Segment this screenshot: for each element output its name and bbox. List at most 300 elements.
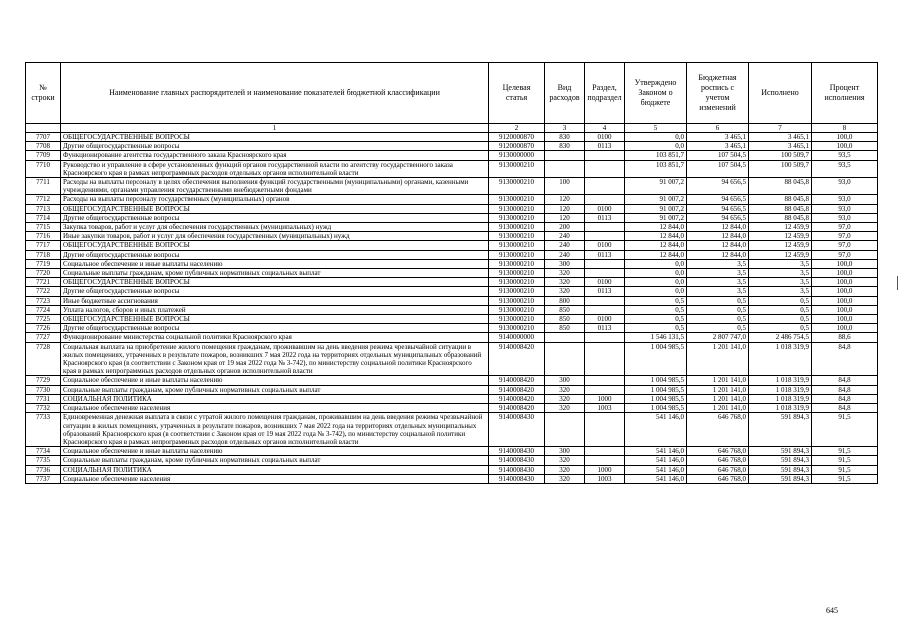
table-row xyxy=(26,195,878,204)
expense-type xyxy=(545,160,585,177)
row-name: Другие общегосударственные вопросы xyxy=(61,324,489,333)
column-number: 1 xyxy=(61,124,489,133)
expense-type: 850 xyxy=(545,324,585,333)
executed-amount: 3,5 xyxy=(749,278,812,287)
executed-amount: 591 894,3 xyxy=(749,447,812,456)
table-row xyxy=(26,269,878,278)
expense-type: 240 xyxy=(545,250,585,259)
section-code xyxy=(585,447,625,456)
section-code xyxy=(585,178,625,195)
expense-type xyxy=(545,333,585,342)
section-code: 1000 xyxy=(585,465,625,474)
execution-percent: 93,5 xyxy=(812,160,878,177)
scan-edge-mark xyxy=(897,276,898,290)
table-row xyxy=(26,465,878,474)
header-row xyxy=(26,63,878,124)
row-number: 7709 xyxy=(26,151,61,160)
row-number: 7708 xyxy=(26,142,61,151)
column-number-row xyxy=(26,124,878,133)
executed-amount: 100 509,7 xyxy=(749,151,812,160)
planned-amount: 94 656,5 xyxy=(687,195,749,204)
row-number: 7715 xyxy=(26,223,61,232)
row-name: ОБЩЕГОСУДАРСТВЕННЫЕ ВОПРОСЫ xyxy=(61,241,489,250)
expense-type: 320 xyxy=(545,404,585,413)
row-number: 7714 xyxy=(26,213,61,222)
section-code xyxy=(585,456,625,465)
executed-amount: 3,5 xyxy=(749,259,812,268)
executed-amount: 0,5 xyxy=(749,324,812,333)
row-number: 7725 xyxy=(26,315,61,324)
approved-amount: 1 004 985,5 xyxy=(625,342,687,376)
section-code xyxy=(585,296,625,305)
section-code xyxy=(585,195,625,204)
row-number: 7712 xyxy=(26,195,61,204)
execution-percent: 100,0 xyxy=(812,142,878,151)
expense-type: 850 xyxy=(545,305,585,314)
target-article: 9130000210 xyxy=(489,296,545,305)
planned-amount: 107 504,5 xyxy=(687,160,749,177)
expense-type: 320 xyxy=(545,287,585,296)
section-code: 0113 xyxy=(585,287,625,296)
planned-amount: 94 656,5 xyxy=(687,213,749,222)
executed-amount: 12 459,9 xyxy=(749,232,812,241)
row-number: 7721 xyxy=(26,278,61,287)
executed-amount: 591 894,3 xyxy=(749,413,812,447)
executed-amount: 591 894,3 xyxy=(749,456,812,465)
row-number: 7711 xyxy=(26,178,61,195)
expense-type: 320 xyxy=(545,385,585,394)
executed-amount: 88 045,8 xyxy=(749,213,812,222)
approved-amount: 541 146,0 xyxy=(625,474,687,483)
execution-percent: 100,0 xyxy=(812,269,878,278)
row-name: Социальные выплаты гражданам, кроме публичных нормативных социальных выплат xyxy=(61,385,489,394)
header-section: Раздел, подраздел xyxy=(585,63,625,124)
table-row xyxy=(26,259,878,268)
planned-amount: 1 201 141,0 xyxy=(687,385,749,394)
expense-type: 320 xyxy=(545,456,585,465)
executed-amount: 0,5 xyxy=(749,315,812,324)
execution-percent: 93,0 xyxy=(812,204,878,213)
row-number: 7718 xyxy=(26,250,61,259)
row-name: ОБЩЕГОСУДАРСТВЕННЫЕ ВОПРОСЫ xyxy=(61,278,489,287)
row-name: ОБЩЕГОСУДАРСТВЕННЫЕ ВОПРОСЫ xyxy=(61,315,489,324)
table-row xyxy=(26,404,878,413)
row-name: Социальное обеспечение населения xyxy=(61,404,489,413)
target-article: 9120000870 xyxy=(489,142,545,151)
row-number: 7730 xyxy=(26,385,61,394)
row-name: СОЦИАЛЬНАЯ ПОЛИТИКА xyxy=(61,394,489,403)
row-name: Социальные выплаты гражданам, кроме публичных нормативных социальных выплат xyxy=(61,269,489,278)
execution-percent: 84,8 xyxy=(812,404,878,413)
planned-amount: 646 768,0 xyxy=(687,413,749,447)
approved-amount: 12 844,0 xyxy=(625,232,687,241)
header-planned: Бюджетная роспись с учетом изменений xyxy=(687,63,749,124)
target-article: 9140008420 xyxy=(489,394,545,403)
column-number-empty xyxy=(26,124,61,133)
column-number: 3 xyxy=(545,124,585,133)
row-name: Другие общегосударственные вопросы xyxy=(61,250,489,259)
execution-percent: 88,6 xyxy=(812,333,878,342)
header-percent: Процент исполнения xyxy=(812,63,878,124)
executed-amount: 3,5 xyxy=(749,269,812,278)
table-row xyxy=(26,213,878,222)
executed-amount: 0,5 xyxy=(749,305,812,314)
executed-amount: 3 465,1 xyxy=(749,133,812,142)
target-article: 9130000210 xyxy=(489,223,545,232)
approved-amount: 0,5 xyxy=(625,305,687,314)
approved-amount: 0,0 xyxy=(625,269,687,278)
expense-type: 320 xyxy=(545,465,585,474)
table-row xyxy=(26,250,878,259)
execution-percent: 84,8 xyxy=(812,376,878,385)
table-row xyxy=(26,160,878,177)
section-code xyxy=(585,342,625,376)
planned-amount: 94 656,5 xyxy=(687,178,749,195)
column-number: 5 xyxy=(625,124,687,133)
target-article: 9140008420 xyxy=(489,376,545,385)
section-code: 0100 xyxy=(585,241,625,250)
header-row-number: № строки xyxy=(26,63,61,124)
execution-percent: 100,0 xyxy=(812,324,878,333)
planned-amount: 3,5 xyxy=(687,278,749,287)
executed-amount: 100 509,7 xyxy=(749,160,812,177)
row-number: 7710 xyxy=(26,160,61,177)
expense-type: 120 xyxy=(545,213,585,222)
executed-amount: 1 018 319,9 xyxy=(749,376,812,385)
approved-amount: 91 007,2 xyxy=(625,204,687,213)
approved-amount: 91 007,2 xyxy=(625,178,687,195)
table-row xyxy=(26,456,878,465)
target-article: 9140000000 xyxy=(489,333,545,342)
row-name: Иные закупки товаров, работ и услуг для обеспечения государственных (муниципальных) нужд xyxy=(61,232,489,241)
row-name: Единовременная денежная выплата в связи с утратой жилого помещения гражданам, проживавшим на день введения режима чрезвычайной ситуации в жилых помещениях, утраченных в результате пожаров, возникших 7 мая 2022 года на территориях отдельных муниципальных образований Красноярского края (в соответствии с Законом края от 19 мая 2022 года № 3-742), по министерству социальной политики Красноярского края в рамках непрограммных расходов отдельных органов исполнительной власти xyxy=(61,413,489,447)
approved-amount: 0,5 xyxy=(625,324,687,333)
row-name: Другие общегосударственные вопросы xyxy=(61,213,489,222)
executed-amount: 1 018 319,9 xyxy=(749,404,812,413)
execution-percent: 100,0 xyxy=(812,287,878,296)
table-row xyxy=(26,305,878,314)
planned-amount: 107 504,5 xyxy=(687,151,749,160)
row-name: Руководство и управление в сфере установленных функций органов государственной власти по агентству государственного заказа Красноярского края в рамках непрограммных расходов отдельных органов исполнительной власти xyxy=(61,160,489,177)
table-row xyxy=(26,178,878,195)
column-number: 7 xyxy=(749,124,812,133)
approved-amount: 91 007,2 xyxy=(625,213,687,222)
executed-amount: 12 459,9 xyxy=(749,250,812,259)
target-article: 9130000210 xyxy=(489,259,545,268)
table-row xyxy=(26,223,878,232)
section-code xyxy=(585,385,625,394)
approved-amount: 1 004 985,5 xyxy=(625,376,687,385)
row-number: 7737 xyxy=(26,474,61,483)
row-number: 7723 xyxy=(26,296,61,305)
section-code: 0113 xyxy=(585,250,625,259)
approved-amount: 0,0 xyxy=(625,133,687,142)
header-name: Наименование главных распорядителей и наименование показателей бюджетной классификации xyxy=(61,63,489,124)
executed-amount: 3 465,1 xyxy=(749,142,812,151)
approved-amount: 12 844,0 xyxy=(625,223,687,232)
planned-amount: 12 844,0 xyxy=(687,241,749,250)
row-number: 7732 xyxy=(26,404,61,413)
planned-amount: 3,5 xyxy=(687,287,749,296)
execution-percent: 91,5 xyxy=(812,465,878,474)
planned-amount: 646 768,0 xyxy=(687,447,749,456)
section-code: 0113 xyxy=(585,324,625,333)
section-code xyxy=(585,305,625,314)
executed-amount: 88 045,8 xyxy=(749,204,812,213)
approved-amount: 1 004 985,5 xyxy=(625,394,687,403)
execution-percent: 93,0 xyxy=(812,195,878,204)
section-code xyxy=(585,151,625,160)
row-number: 7707 xyxy=(26,133,61,142)
planned-amount: 646 768,0 xyxy=(687,456,749,465)
row-name: Социальное обеспечение и иные выплаты населению xyxy=(61,259,489,268)
expense-type: 800 xyxy=(545,296,585,305)
table-row xyxy=(26,474,878,483)
executed-amount: 3,5 xyxy=(749,287,812,296)
target-article: 9130000210 xyxy=(489,250,545,259)
planned-amount: 12 844,0 xyxy=(687,232,749,241)
row-number: 7713 xyxy=(26,204,61,213)
header-approved: Утверждено Законом о бюджете xyxy=(625,63,687,124)
planned-amount: 0,5 xyxy=(687,296,749,305)
execution-percent: 100,0 xyxy=(812,315,878,324)
target-article: 9140008430 xyxy=(489,447,545,456)
executed-amount: 1 018 319,9 xyxy=(749,394,812,403)
table-body xyxy=(26,133,878,484)
target-article: 9130000210 xyxy=(489,195,545,204)
expense-type: 830 xyxy=(545,142,585,151)
row-name: Социальное обеспечение и иные выплаты населению xyxy=(61,376,489,385)
target-article: 9130000210 xyxy=(489,213,545,222)
planned-amount: 646 768,0 xyxy=(687,474,749,483)
approved-amount: 0,0 xyxy=(625,142,687,151)
row-name: Социальные выплаты гражданам, кроме публичных нормативных социальных выплат xyxy=(61,456,489,465)
approved-amount: 541 146,0 xyxy=(625,447,687,456)
execution-percent: 93,5 xyxy=(812,151,878,160)
header-target-article: Целевая статья xyxy=(489,63,545,124)
target-article: 9140008430 xyxy=(489,474,545,483)
target-article: 9130000210 xyxy=(489,241,545,250)
row-number: 7733 xyxy=(26,413,61,447)
approved-amount: 0,0 xyxy=(625,259,687,268)
table-row xyxy=(26,241,878,250)
row-name: Расходы на выплаты персоналу в целях обеспечения выполнения функций государственными (муниципальными) органами, казенными учреждениями, органами управления государственными внебюджетными фондами xyxy=(61,178,489,195)
expense-type: 830 xyxy=(545,133,585,142)
row-name: Функционирование министерства социальной политики Красноярского края xyxy=(61,333,489,342)
expense-type xyxy=(545,413,585,447)
planned-amount: 1 201 141,0 xyxy=(687,376,749,385)
execution-percent: 97,0 xyxy=(812,241,878,250)
expense-type: 240 xyxy=(545,241,585,250)
table-row xyxy=(26,133,878,142)
table-row xyxy=(26,296,878,305)
table-row xyxy=(26,278,878,287)
column-number: 6 xyxy=(687,124,749,133)
approved-amount: 103 851,7 xyxy=(625,151,687,160)
header-expense-type: Вид расходов xyxy=(545,63,585,124)
section-code xyxy=(585,376,625,385)
section-code xyxy=(585,413,625,447)
approved-amount: 1 546 131,5 xyxy=(625,333,687,342)
execution-percent: 93,0 xyxy=(812,178,878,195)
row-name: Другие общегосударственные вопросы xyxy=(61,287,489,296)
executed-amount: 1 018 319,9 xyxy=(749,342,812,376)
target-article: 9130000210 xyxy=(489,278,545,287)
row-name: Расходы на выплаты персоналу государственных (муниципальных) органов xyxy=(61,195,489,204)
target-article: 9140008420 xyxy=(489,385,545,394)
row-number: 7719 xyxy=(26,259,61,268)
row-name: Иные бюджетные ассигнования xyxy=(61,296,489,305)
execution-percent: 97,0 xyxy=(812,232,878,241)
execution-percent: 100,0 xyxy=(812,305,878,314)
section-code: 1003 xyxy=(585,404,625,413)
expense-type: 850 xyxy=(545,315,585,324)
row-name: ОБЩЕГОСУДАРСТВЕННЫЕ ВОПРОСЫ xyxy=(61,204,489,213)
target-article: 9130000210 xyxy=(489,232,545,241)
execution-percent: 91,5 xyxy=(812,413,878,447)
table-row xyxy=(26,204,878,213)
target-article: 9130000210 xyxy=(489,269,545,278)
expense-type: 320 xyxy=(545,474,585,483)
column-number: 2 xyxy=(489,124,545,133)
approved-amount: 0,5 xyxy=(625,296,687,305)
section-code: 0100 xyxy=(585,315,625,324)
section-code: 1000 xyxy=(585,394,625,403)
page-number: 645 xyxy=(826,606,838,615)
approved-amount: 0,0 xyxy=(625,278,687,287)
expense-type xyxy=(545,151,585,160)
row-number: 7735 xyxy=(26,456,61,465)
expense-type: 320 xyxy=(545,278,585,287)
row-number: 7734 xyxy=(26,447,61,456)
planned-amount: 2 807 747,0 xyxy=(687,333,749,342)
row-number: 7728 xyxy=(26,342,61,376)
table-row xyxy=(26,342,878,376)
target-article: 9130000210 xyxy=(489,178,545,195)
target-article: 9130000210 xyxy=(489,160,545,177)
executed-amount: 0,5 xyxy=(749,296,812,305)
executed-amount: 1 018 319,9 xyxy=(749,385,812,394)
section-code xyxy=(585,269,625,278)
column-number: 8 xyxy=(812,124,878,133)
execution-percent: 100,0 xyxy=(812,278,878,287)
planned-amount: 1 201 141,0 xyxy=(687,394,749,403)
execution-percent: 91,5 xyxy=(812,447,878,456)
table-row xyxy=(26,333,878,342)
row-number: 7731 xyxy=(26,394,61,403)
planned-amount: 0,5 xyxy=(687,324,749,333)
planned-amount: 0,5 xyxy=(687,305,749,314)
table-row xyxy=(26,413,878,447)
target-article: 9120000870 xyxy=(489,133,545,142)
execution-percent: 84,8 xyxy=(812,394,878,403)
execution-percent: 84,8 xyxy=(812,342,878,376)
expense-type: 100 xyxy=(545,178,585,195)
expense-type: 120 xyxy=(545,195,585,204)
target-article: 9140008420 xyxy=(489,342,545,376)
row-name: Социальное обеспечение и иные выплаты населению xyxy=(61,447,489,456)
table-row xyxy=(26,315,878,324)
section-code: 0100 xyxy=(585,278,625,287)
execution-percent: 100,0 xyxy=(812,133,878,142)
planned-amount: 1 201 141,0 xyxy=(687,404,749,413)
planned-amount: 3 465,1 xyxy=(687,142,749,151)
execution-percent: 97,0 xyxy=(812,250,878,259)
planned-amount: 3 465,1 xyxy=(687,133,749,142)
header-executed: Исполнено xyxy=(749,63,812,124)
target-article: 9130000210 xyxy=(489,204,545,213)
target-article: 9140008430 xyxy=(489,465,545,474)
execution-percent: 91,5 xyxy=(812,474,878,483)
target-article: 9130000210 xyxy=(489,287,545,296)
target-article: 9130000210 xyxy=(489,305,545,314)
execution-percent: 91,5 xyxy=(812,456,878,465)
row-name: ОБЩЕГОСУДАРСТВЕННЫЕ ВОПРОСЫ xyxy=(61,133,489,142)
row-number: 7726 xyxy=(26,324,61,333)
approved-amount: 1 004 985,5 xyxy=(625,385,687,394)
execution-percent: 100,0 xyxy=(812,296,878,305)
expense-type: 300 xyxy=(545,376,585,385)
budget-report-page xyxy=(25,62,877,484)
row-name: СОЦИАЛЬНАЯ ПОЛИТИКА xyxy=(61,465,489,474)
table-row xyxy=(26,142,878,151)
expense-type: 240 xyxy=(545,232,585,241)
section-code: 0113 xyxy=(585,213,625,222)
target-article: 9140008420 xyxy=(489,404,545,413)
approved-amount: 541 146,0 xyxy=(625,456,687,465)
expense-type: 320 xyxy=(545,269,585,278)
section-code: 0100 xyxy=(585,204,625,213)
executed-amount: 591 894,3 xyxy=(749,465,812,474)
execution-percent: 84,8 xyxy=(812,385,878,394)
budget-execution-table xyxy=(25,62,878,484)
approved-amount: 541 146,0 xyxy=(625,465,687,474)
planned-amount: 12 844,0 xyxy=(687,223,749,232)
executed-amount: 12 459,9 xyxy=(749,223,812,232)
expense-type: 120 xyxy=(545,204,585,213)
planned-amount: 3,5 xyxy=(687,269,749,278)
approved-amount: 0,5 xyxy=(625,315,687,324)
execution-percent: 97,0 xyxy=(812,223,878,232)
approved-amount: 0,0 xyxy=(625,287,687,296)
planned-amount: 1 201 141,0 xyxy=(687,342,749,376)
row-name: Закупка товаров, работ и услуг для обеспечения государственных (муниципальных) нужд xyxy=(61,223,489,232)
table-row xyxy=(26,287,878,296)
expense-type: 300 xyxy=(545,259,585,268)
row-number: 7727 xyxy=(26,333,61,342)
table-row xyxy=(26,394,878,403)
row-name: Уплата налогов, сборов и иных платежей xyxy=(61,305,489,314)
planned-amount: 3,5 xyxy=(687,259,749,268)
section-code xyxy=(585,232,625,241)
section-code: 1003 xyxy=(585,474,625,483)
table-row xyxy=(26,376,878,385)
execution-percent: 93,0 xyxy=(812,213,878,222)
section-code xyxy=(585,333,625,342)
planned-amount: 94 656,5 xyxy=(687,204,749,213)
table-row xyxy=(26,447,878,456)
approved-amount: 103 851,7 xyxy=(625,160,687,177)
row-number: 7720 xyxy=(26,269,61,278)
table-row xyxy=(26,385,878,394)
planned-amount: 12 844,0 xyxy=(687,250,749,259)
row-name: Другие общегосударственные вопросы xyxy=(61,142,489,151)
section-code xyxy=(585,259,625,268)
executed-amount: 591 894,3 xyxy=(749,474,812,483)
table-row xyxy=(26,324,878,333)
section-code: 0100 xyxy=(585,133,625,142)
execution-percent: 100,0 xyxy=(812,259,878,268)
